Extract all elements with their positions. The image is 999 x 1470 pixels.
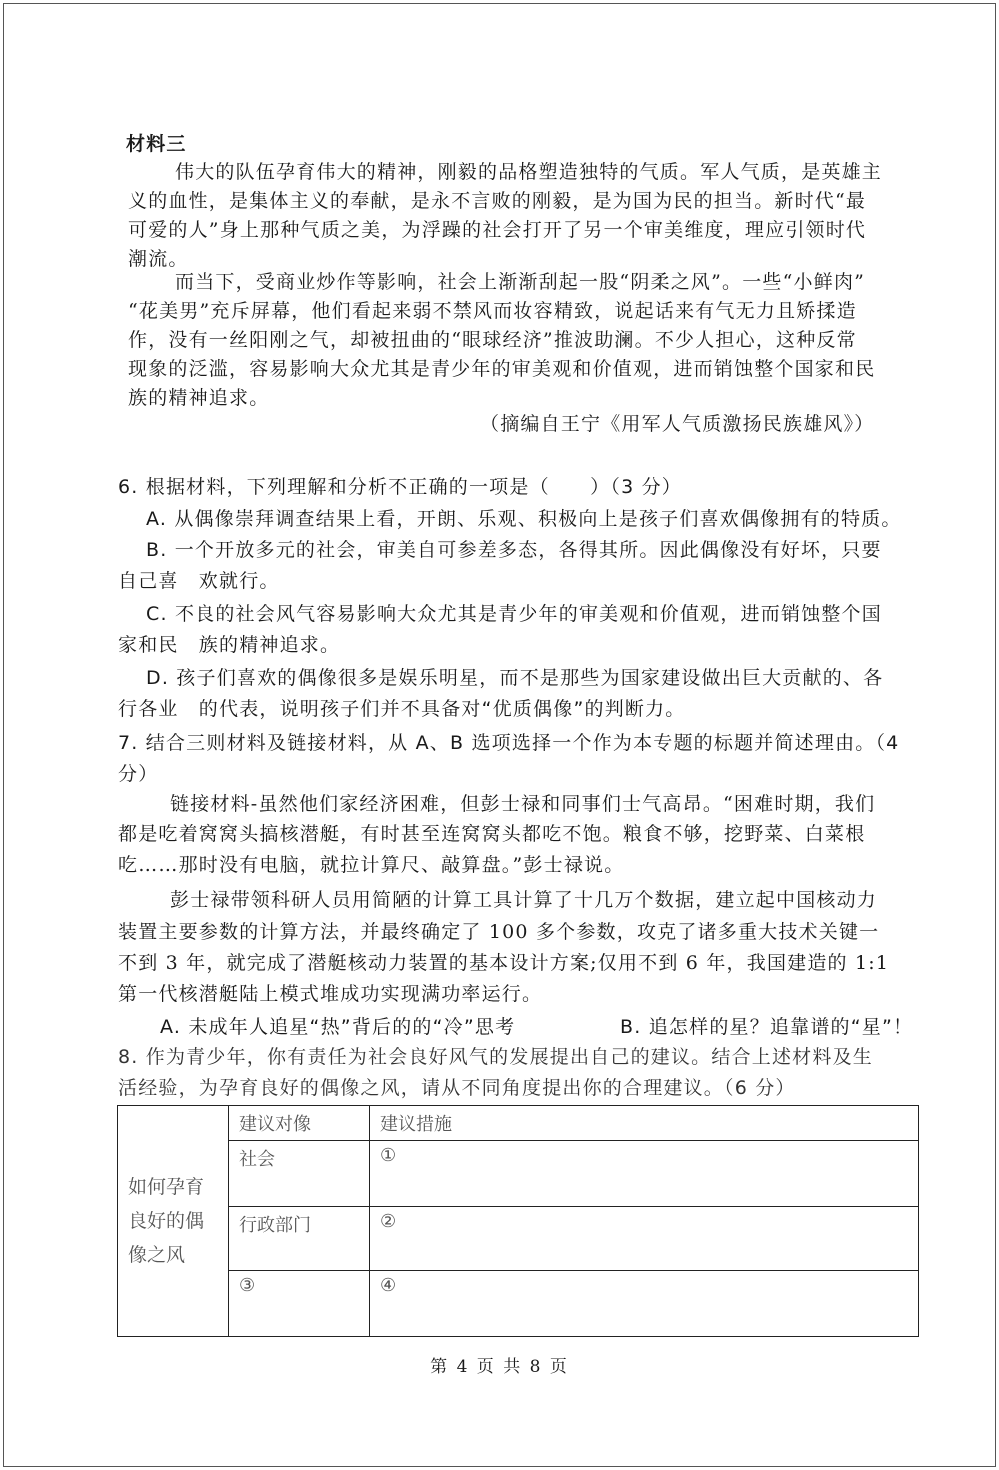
- q7-stem: 7. 结合三则材料及链接材料，从 A、B 选项选择一个作为本专题的标题并简述理由。（4: [118, 732, 900, 754]
- table-cell-target: 行政部门: [229, 1207, 370, 1271]
- table-col-measure-header: 建议措施: [370, 1106, 919, 1141]
- q6-option-d-cont: 行各业 的代表，说明孩子们并不具备对“优质偶像”的判断力。: [118, 698, 686, 720]
- table-cell-measure[interactable]: ④: [370, 1271, 919, 1337]
- q6-option-c-cont: 家和民 族的精神追求。: [118, 634, 341, 656]
- table-row: [118, 1141, 919, 1207]
- q7-option-b: B. 追怎样的星？追靠谱的“星”！: [620, 1016, 914, 1038]
- material3-line: 潮流。: [128, 248, 189, 270]
- table-cell-target: 社会: [229, 1141, 370, 1207]
- material3-line: 作，没有一丝阳刚之气，却被扭曲的“眼球经济”推波助澜。不少人担心，这种反常: [128, 329, 857, 351]
- q6-option-b: B. 一个开放多元的社会，审美自可参差多态，各得其所。因此偶像没有好坏，只要: [146, 539, 882, 561]
- material3-line: 可爱的人”身上那种气质之美，为浮躁的社会打开了另一个审美维度，理应引领时代: [128, 219, 867, 241]
- material3-heading: 材料三: [126, 133, 187, 155]
- q7-link-line: 彭士禄带领科研人员用简陋的计算工具计算了十几万个数据，建立起中国核动力: [170, 889, 878, 911]
- q7-link-line: 都是吃着窝窝头搞核潜艇，有时甚至连窝窝头都吃不饱。粮食不够，挖野菜、白菜根: [118, 823, 866, 845]
- suggestion-table: [117, 1105, 919, 1337]
- material3-line: 伟大的队伍孕育伟大的精神，刚毅的品格塑造独特的气质。军人气质，是英雄主: [175, 161, 883, 183]
- material3-line: 而当下，受商业炒作等影响，社会上渐渐刮起一股“阴柔之风”。一些“小鲜肉”: [175, 271, 866, 293]
- page-footer: 第 4 页 共 8 页: [430, 1357, 569, 1377]
- q7-link-line: 不到 3 年，就完成了潜艇核动力装置的基本设计方案;仅用不到 6 年，我国建造的 1:1: [118, 952, 890, 974]
- table-row-header: 如何孕育良好的偶像之风: [118, 1106, 229, 1337]
- material3-line: 现象的泛滥，容易影响大众尤其是青少年的审美观和价值观，进而销蚀整个国家和民: [128, 358, 876, 380]
- table-col-target-header: 建议对像: [229, 1106, 370, 1141]
- table-row: [118, 1271, 919, 1337]
- material3-line: “花美男”充斥屏幕，他们看起来弱不禁风而妆容精致，说起话来有气无力且矫揉造: [128, 300, 857, 322]
- q7-link-line: 吃……那时没有电脑，就拉计算尺、敲算盘。”彭士禄说。: [118, 854, 625, 876]
- table-row: [118, 1207, 919, 1271]
- table-cell-measure[interactable]: ①: [370, 1141, 919, 1207]
- q8-stem: 8. 作为青少年，你有责任为社会良好风气的发展提出自己的建议。结合上述材料及生: [118, 1046, 873, 1068]
- q7-link-line: 装置主要参数的计算方法，并最终确定了 100 多个参数，攻克了诸多重大技术关键一: [118, 921, 880, 943]
- material3-line: 族的精神追求。: [128, 387, 270, 409]
- q6-option-b-cont: 自己喜 欢就行。: [118, 570, 280, 592]
- table-cell-measure[interactable]: ②: [370, 1207, 919, 1271]
- q6-option-d: D. 孩子们喜欢的偶像很多是娱乐明星，而不是那些为国家建设做出巨大贡献的、各: [146, 667, 884, 689]
- q6-stem: 6. 根据材料，下列理解和分析不正确的一项是（ ）（3 分）: [118, 476, 682, 498]
- q6-option-c: C. 不良的社会风气容易影响大众尤其是青少年的审美观和价值观，进而销蚀整个国: [146, 603, 882, 625]
- material3-source: （摘编自王宁《用军人气质激扬民族雄风》）: [480, 413, 875, 435]
- table-cell-target[interactable]: ③: [229, 1271, 370, 1337]
- q7-link-line: 第一代核潜艇陆上模式堆成功实现满功率运行。: [118, 983, 543, 1005]
- material3-line: 义的血性，是集体主义的奉献，是永不言败的刚毅，是为国为民的担当。新时代“最: [128, 190, 867, 212]
- q6-option-a: A. 从偶像崇拜调查结果上看，开朗、乐观、积极向上是孩子们喜欢偶像拥有的特质。: [146, 508, 902, 530]
- q8-stem-cont: 活经验，为孕育良好的偶像之风，请从不同角度提出你的合理建议。（6 分）: [118, 1077, 796, 1099]
- q7-link-line: 链接材料-虽然他们家经济困难，但彭士禄和同事们士气高昂。“困难时期，我们: [170, 793, 876, 815]
- q7-stem-cont: 分）: [118, 763, 159, 785]
- q7-option-a: A. 未成年人追星“热”背后的的“冷”思考: [160, 1016, 516, 1038]
